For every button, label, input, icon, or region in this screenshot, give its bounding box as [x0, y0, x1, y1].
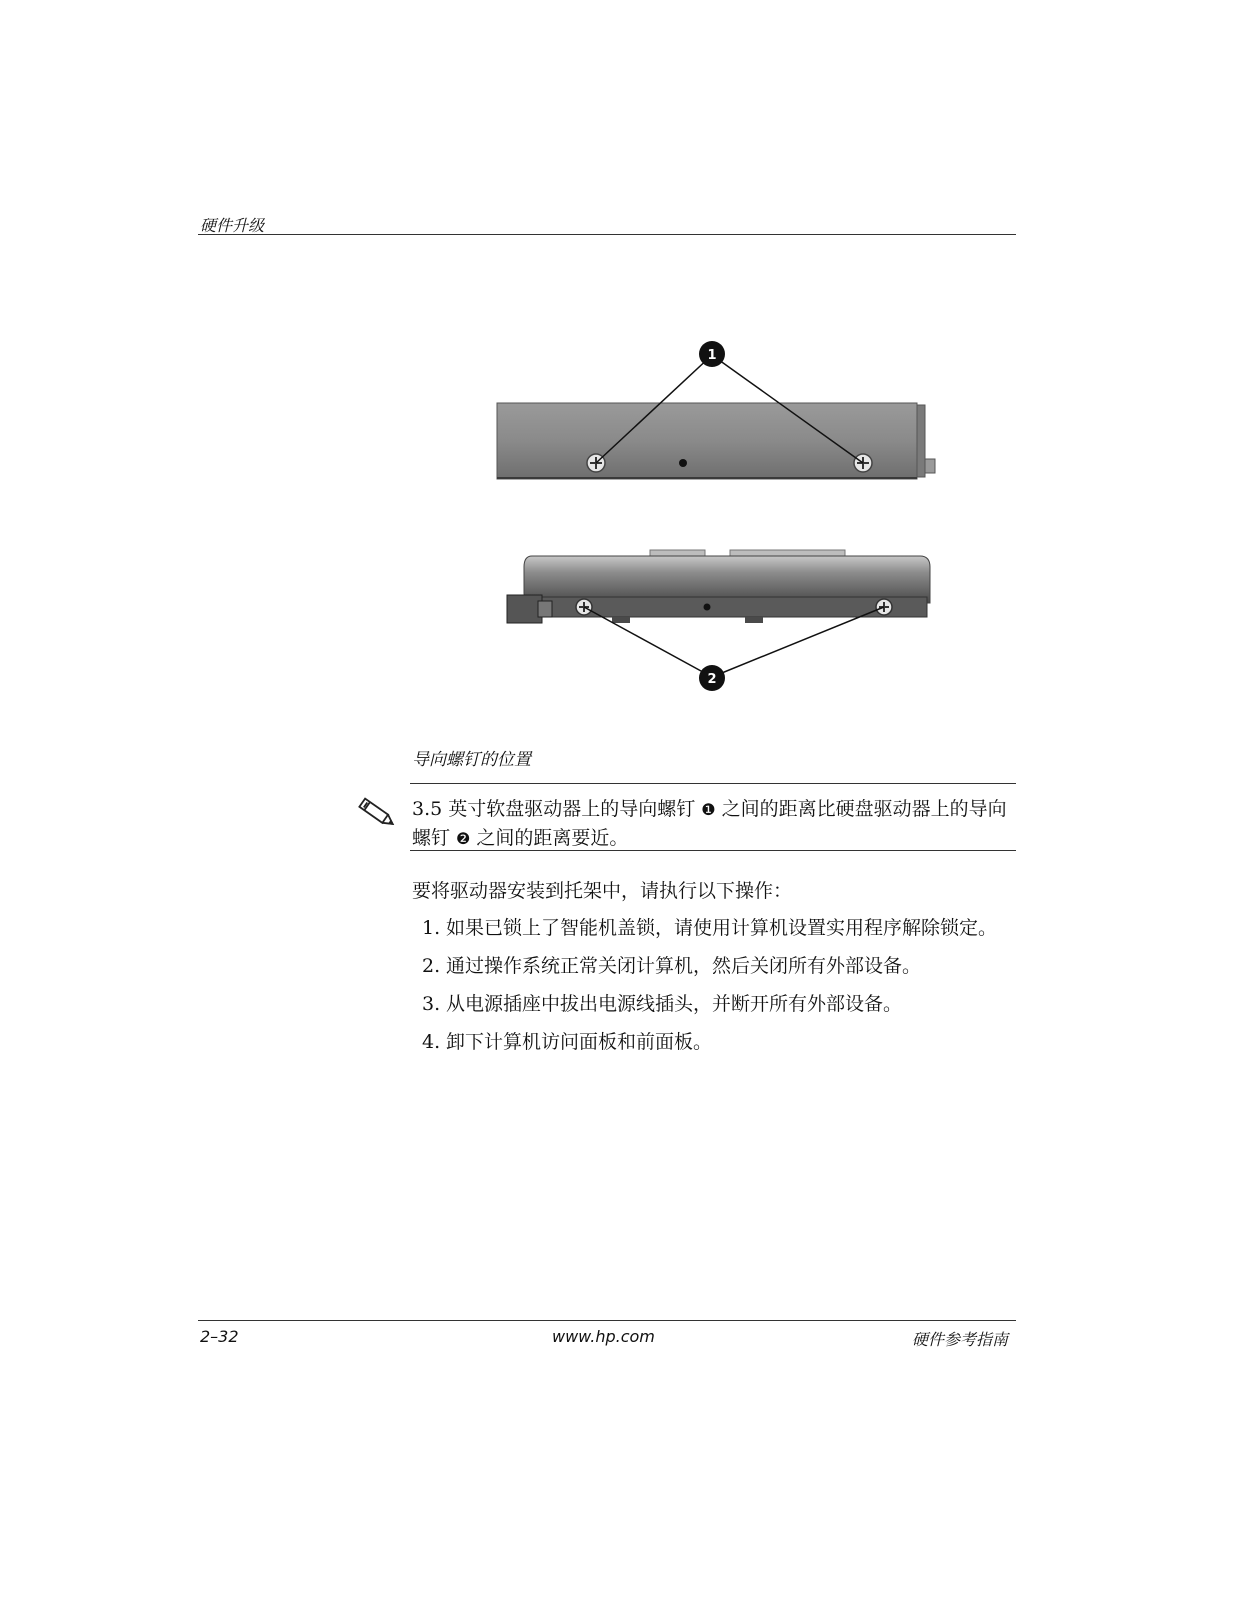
svg-text:2: 2 — [707, 672, 717, 687]
callout-2-icon — [699, 665, 725, 691]
step-text: 如果已锁上了智能机盖锁，请使用计算机设置实用程序解除锁定。 — [446, 917, 998, 939]
list-item — [422, 1028, 1022, 1056]
callout-1-marker: ❶ — [701, 800, 716, 819]
header-rule — [198, 234, 1016, 235]
pencil-note-icon — [356, 795, 398, 831]
header-title: 硬件升级 — [200, 216, 265, 235]
procedure-steps — [422, 914, 1022, 1066]
list-item — [422, 990, 1022, 1018]
step-text: 卸下计算机访问面板和前面板。 — [446, 1031, 713, 1053]
note-text-part-3: 之间的距离要近。 — [470, 827, 629, 849]
note-text — [412, 795, 1022, 853]
note-bottom-rule — [410, 850, 1016, 851]
note-text-part-2: 之间的距离比硬盘驱动器上的导向螺钉 — [412, 798, 1007, 849]
step-text: 通过操作系统正常关闭计算机，然后关闭所有外部设备。 — [446, 955, 922, 977]
note-text-part-1: 3.5 英寸软盘驱动器上的导向螺钉 — [412, 798, 702, 820]
figure-caption: 导向螺钉的位置 — [412, 750, 531, 770]
list-item — [422, 914, 1022, 942]
svg-text:1: 1 — [707, 348, 717, 363]
footer-rule — [198, 1320, 1016, 1321]
step-number: 1. — [422, 917, 441, 939]
callout-2-marker: ❷ — [456, 829, 471, 848]
procedure-intro: 要将驱动器安装到托架中，请执行以下操作： — [412, 880, 793, 902]
step-text: 从电源插座中拔出电源线插头，并断开所有外部设备。 — [446, 993, 903, 1015]
footer-url[interactable]: www.hp.com — [552, 1327, 655, 1346]
list-item — [422, 952, 1022, 980]
step-number: 2. — [422, 955, 441, 977]
step-number: 3. — [422, 993, 441, 1015]
callout-1-icon — [699, 341, 725, 367]
footer-book-title: 硬件参考指南 — [912, 1330, 1009, 1349]
hard-drive-side — [507, 550, 930, 623]
note-top-rule — [410, 783, 1016, 784]
step-number: 4. — [422, 1031, 441, 1053]
page-number: 2–32 — [200, 1327, 239, 1346]
guide-screws-figure — [490, 335, 950, 695]
